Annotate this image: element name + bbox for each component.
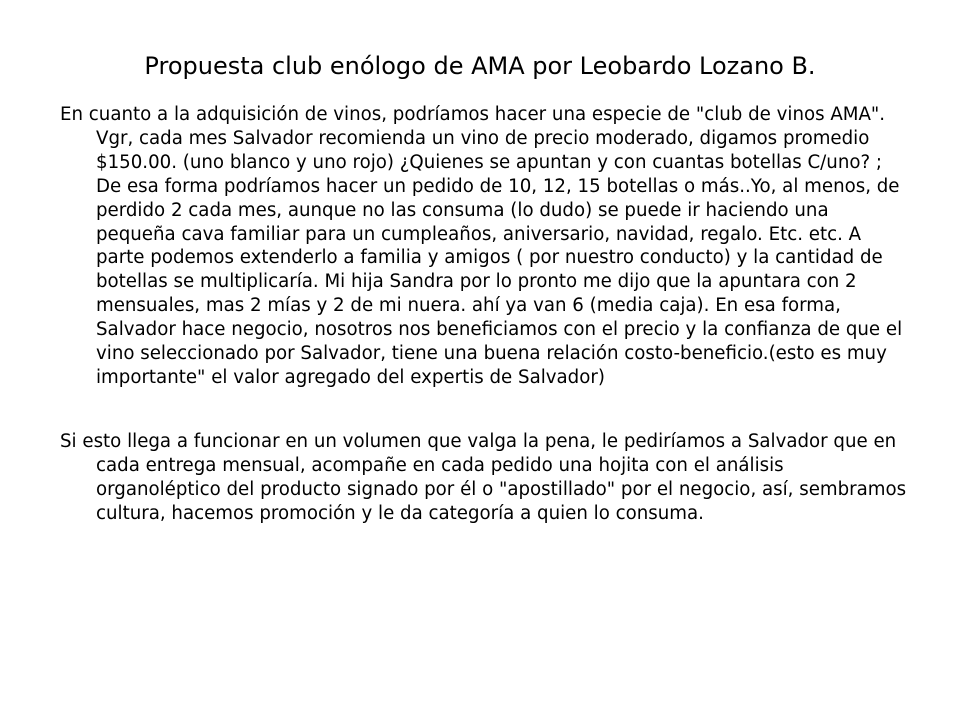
paragraph-analisis-organoleptico: Si esto llega a funcionar en un volumen que valga la pena, le pediríamos a Salvador que en cada entrega mensual, acompañe en cada pedido una hojita con el análisis organoléptico del producto signado por él o "apostillado" por el negocio, así, sembramos cultura, hacemos promoción y le da categoría a quien lo consuma. xyxy=(60,430,907,524)
paragraph-club-de-vinos: En cuanto a la adquisición de vinos, podríamos hacer una especie de "club de vinos AMA". Vgr, cada mes Salvador recomienda un vino de precio moderado, digamos promedio $150.00. (uno blanco y uno rojo) ¿Quienes se apuntan y con cuantas botellas C/uno? ; De esa forma podríamos hacer un pedido de 10, 12, 15 botellas o más..Yo, al menos, de perdido 2 cada mes, aunque no las consuma (lo dudo) se puede ir haciendo una pequeña cava familiar para un cumpleaños, aniversario, navidad, regalo. Etc. etc. A parte podemos extenderlo a familia y amigos ( por nuestro conducto) y la cantidad de botellas se multiplicaría. Mi hija Sandra por lo pronto me dijo que la apuntara con 2 mensuales, mas 2 mías y 2 de mi nuera. ahí ya van 6 (media caja). En esa forma, Salvador hace negocio, nosotros nos beneficiamos con el precio y la confianza de que el vino seleccionado por Salvador, tiene una buena relación costo-beneficio.(esto es muy importante" el valor agregado del expertis de Salvador) xyxy=(60,104,903,388)
slide-title: Propuesta club enólogo de AMA por Leobardo Lozano B. xyxy=(144,52,816,80)
slide-body xyxy=(60,103,910,526)
